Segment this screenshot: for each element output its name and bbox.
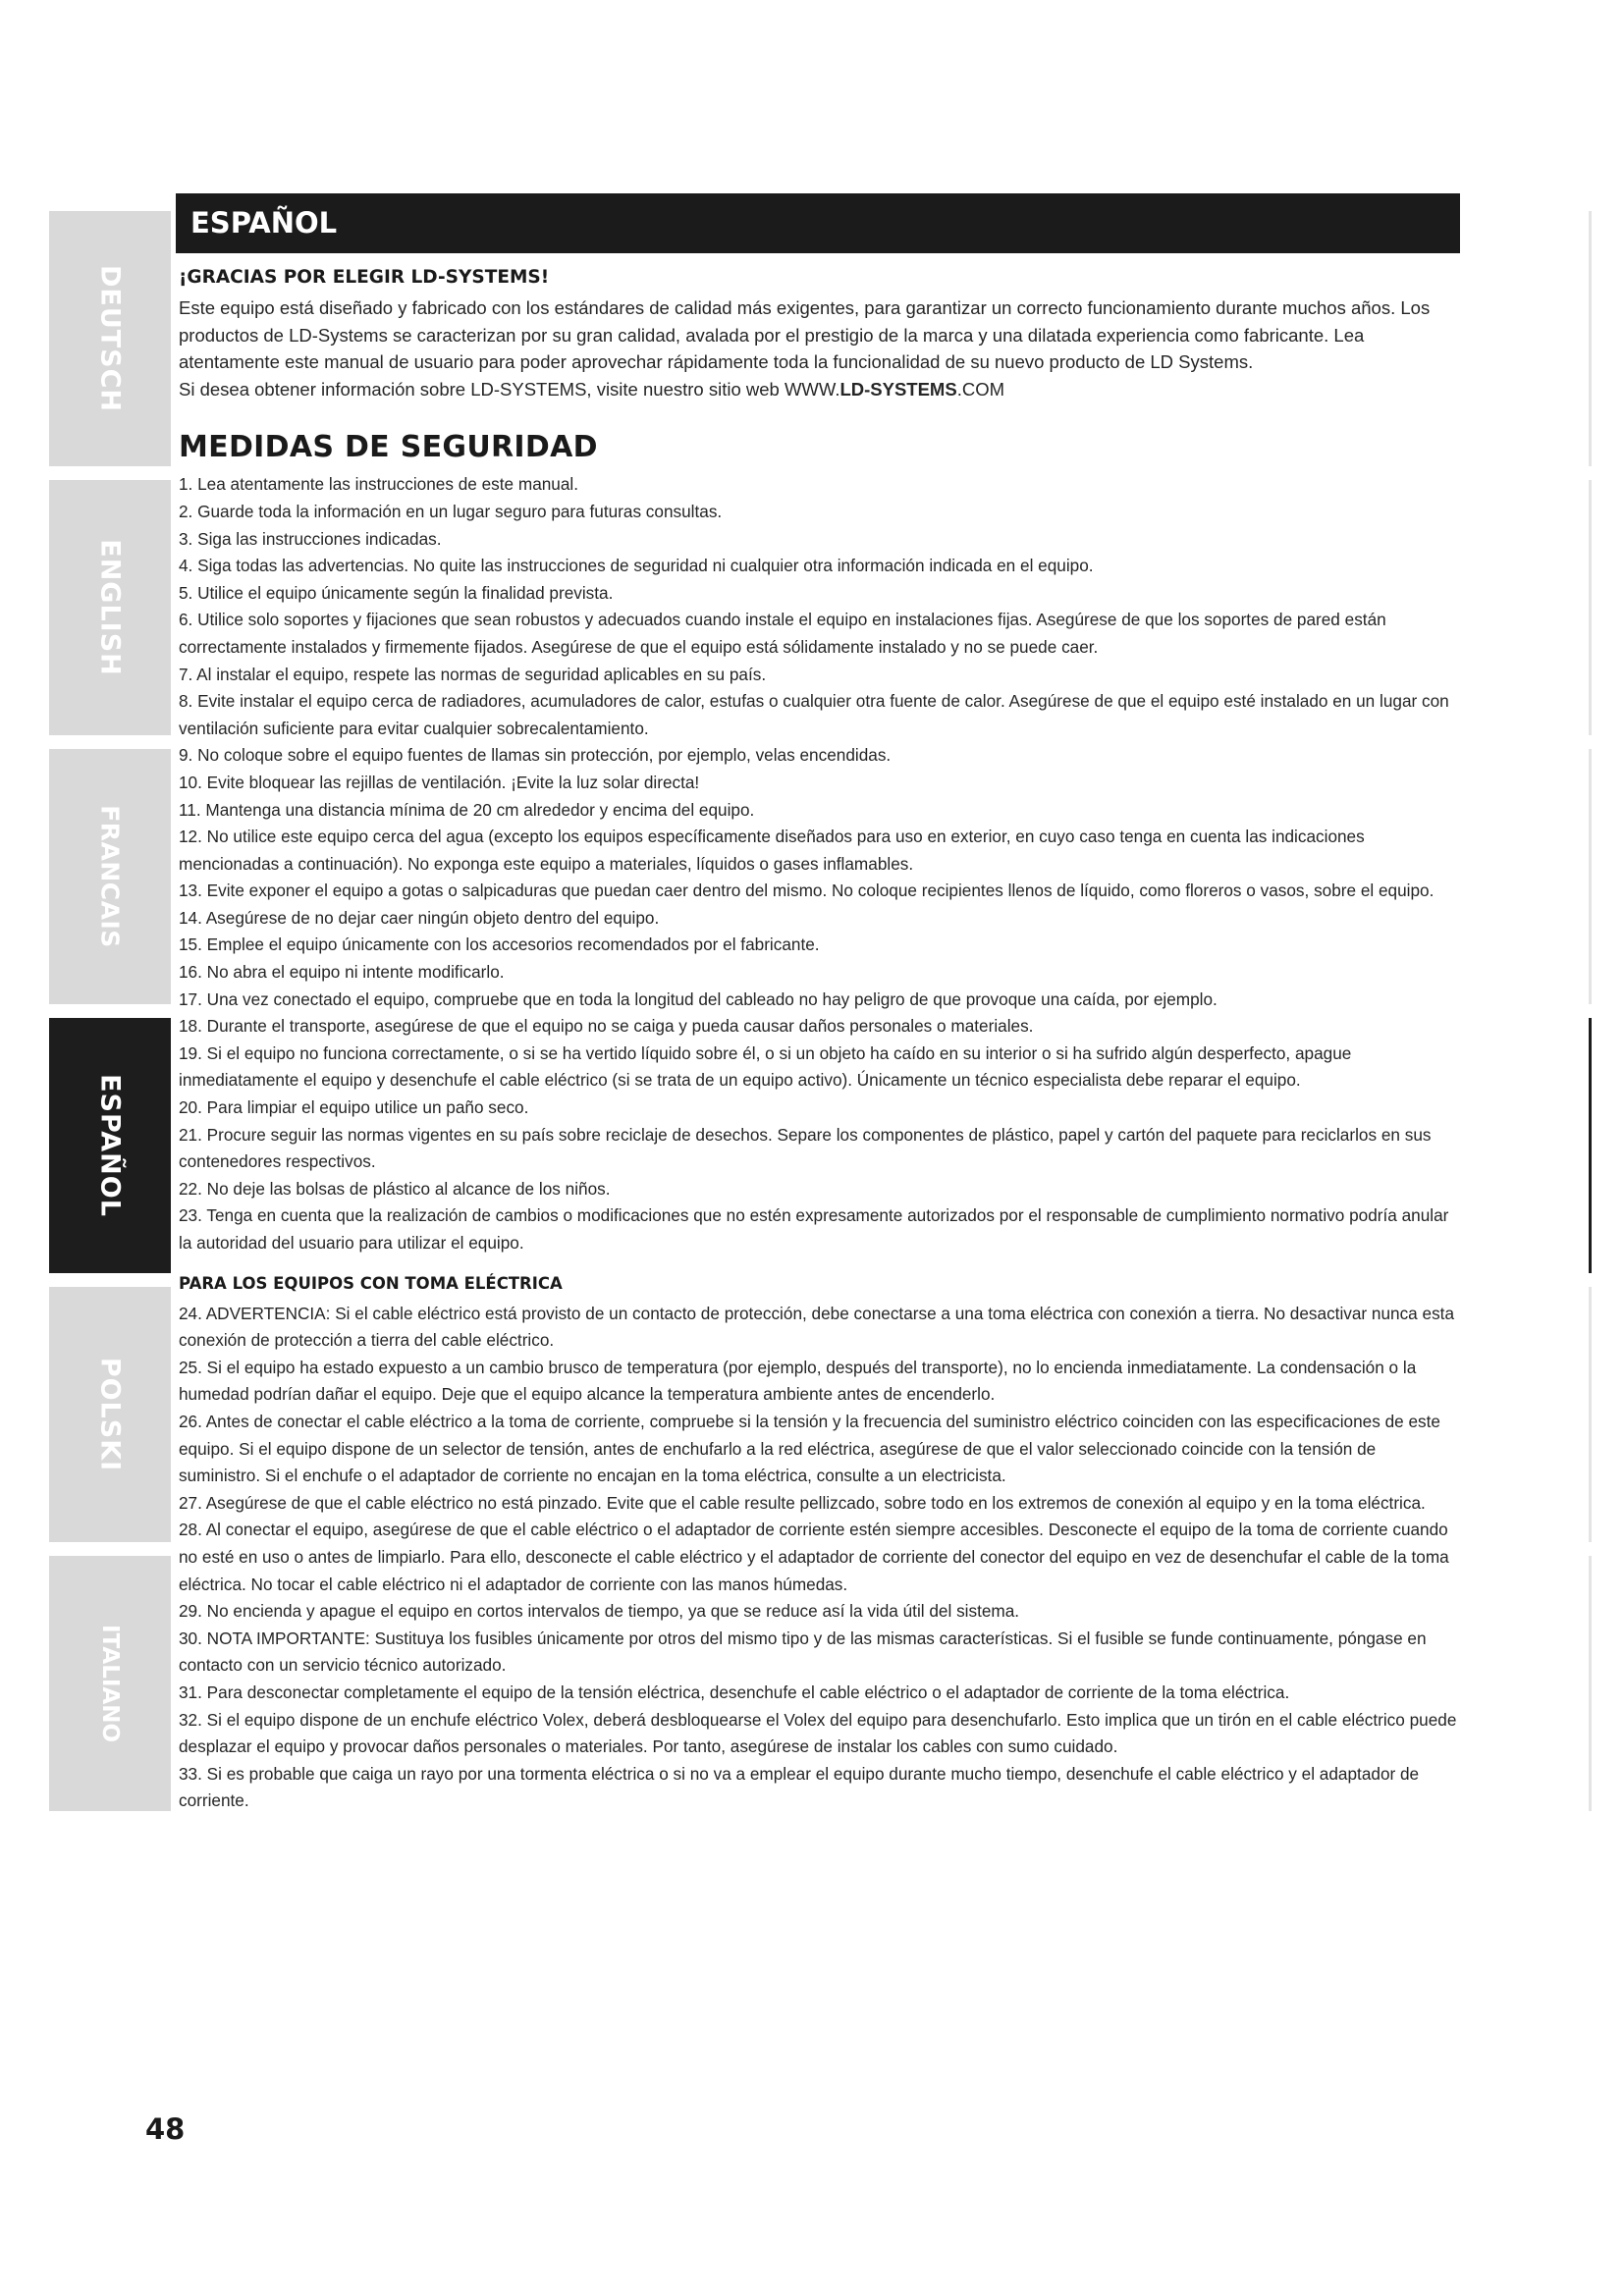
list-item: 1. Lea atentamente las instrucciones de este manual.	[179, 474, 579, 495]
language-banner: ESPAÑOL	[176, 193, 1460, 253]
intro-web-line	[179, 376, 1460, 403]
list-item: 9. No coloque sobre el equipo fuentes de llamas sin protección, por ejemplo, velas encendidas.	[179, 745, 892, 766]
page-number: 48	[145, 2112, 186, 2146]
list-item: 3. Siga las instrucciones indicadas.	[179, 528, 442, 549]
tab-polski-label: POLSKI	[94, 1357, 126, 1472]
website-suffix: .COM	[956, 378, 1004, 400]
list-item: 10. Evite bloquear las rejillas de ventilación. ¡Evite la luz solar directa!	[179, 772, 700, 792]
list-item: 22. No deje las bolsas de plástico al alcance de los niños.	[179, 1178, 611, 1199]
list-item: 7. Al instalar el equipo, respete las normas de seguridad aplicables en su país.	[179, 664, 767, 684]
edge-marker-francais	[1589, 749, 1592, 1004]
tab-italiano-label: ITALIANO	[97, 1624, 123, 1743]
list-item: 24. ADVERTENCIA: Si el cable eléctrico está provisto de un contacto de protección, debe conectarse a una toma eléctrica con conexión a tierra. No desactivar nunca esta conexión de protección a tierra del cable eléctrico.	[179, 1303, 1455, 1351]
tab-english-label: ENGLISH	[94, 539, 126, 676]
tab-polski[interactable]	[49, 1287, 171, 1542]
edge-marker-italiano	[1589, 1556, 1592, 1811]
edge-marker-deutsch	[1589, 211, 1592, 466]
list-item: 5. Utilice el equipo únicamente según la finalidad prevista.	[179, 582, 614, 603]
list-item: 29. No encienda y apague el equipo en cortos intervalos de tiempo, ya que se reduce así la vida útil del sistema.	[179, 1601, 1020, 1622]
tab-deutsch[interactable]	[49, 211, 171, 466]
list-item: 17. Una vez conectado el equipo, compruebe que en toda la longitud del cableado no hay peligro de que provoque una caída, por ejemplo.	[179, 988, 1218, 1009]
list-item: 13. Evite exponer el equipo a gotas o salpicaduras que puedan caer dentro del mismo. No coloque recipientes llenos de líquido, como floreros o vasos, sobre el equipo.	[179, 881, 1435, 901]
website-brand: LD-SYSTEMS	[839, 378, 957, 400]
tab-francais-label: FRANCAIS	[95, 805, 125, 948]
tab-francais[interactable]	[49, 749, 171, 1004]
tab-deutsch-label: DEUTSCH	[94, 264, 126, 413]
electrical-list	[179, 1301, 1460, 1815]
edge-marker-espanol	[1589, 1018, 1592, 1273]
list-item: 27. Asegúrese de que el cable eléctrico no está pinzado. Evite que el cable resulte pellizcado, sobre todo en los extremos de conexión al equipo y en la toma eléctrica.	[179, 1492, 1426, 1513]
list-item: 14. Asegúrese de no dejar caer ningún objeto dentro del equipo.	[179, 907, 660, 928]
list-item: 19. Si el equipo no funciona correctamente, o si se ha vertido líquido sobre él, o si un objeto ha caído en su interior o si ha sufrido algún desperfecto, apague inmediatamente el equipo y desenchufe el cable eléctrico (si se trata de un equipo activo). Únicamente un técnico especialista debe reparar el equipo.	[179, 1042, 1352, 1091]
list-item: 15. Emplee el equipo únicamente con los accesorios recomendados por el fabricante.	[179, 934, 820, 955]
tab-espanol-label: ESPAÑOL	[94, 1074, 126, 1217]
tab-english[interactable]	[49, 480, 171, 735]
list-item: 18. Durante el transporte, asegúrese de que el equipo no se caiga y pueda causar daños personales o materiales.	[179, 1016, 1034, 1037]
list-item: 20. Para limpiar el equipo utilice un paño seco.	[179, 1097, 529, 1118]
list-item: 12. No utilice este equipo cerca del agua (excepto los equipos específicamente diseñados para uso en exterior, en cuyo caso tenga en cuenta las indicaciones mencionadas a continuación). No exponga este equipo a materiales, líquidos o gases inflamables.	[179, 827, 1365, 874]
intro-heading: ¡GRACIAS POR ELEGIR LD-SYSTEMS!	[179, 267, 550, 288]
page-content	[179, 265, 1460, 1815]
list-item: 4. Siga todas las advertencias. No quite las instrucciones de seguridad ni cualquier otra información indicada en el equipo.	[179, 556, 1094, 576]
safety-title: MEDIDAS DE SEGURIDAD	[179, 430, 598, 465]
list-item: 32. Si el equipo dispone de un enchufe eléctrico Volex, deberá desbloquearse el Volex del equipo para desenchufarlo. Esto implica que un tirón en el cable eléctrico puede desplazar el equipo y provocar daños personales o materiales. Por tanto, asegúrese de instalar los cables con sumo cuidado.	[179, 1709, 1457, 1757]
intro-section	[179, 265, 1460, 402]
list-item: 21. Procure seguir las normas vigentes en su país sobre reciclaje de desechos. Separe los componentes de plástico, papel y cartón del paquete para reciclarlos en sus contenedores respectivos.	[179, 1124, 1432, 1172]
list-item: 33. Si es probable que caiga un rayo por una tormenta eléctrica o si no va a emplear el equipo durante mucho tiempo, desenchufe el cable eléctrico y el adaptador de corriente.	[179, 1763, 1420, 1811]
list-item: 8. Evite instalar el equipo cerca de radiadores, acumuladores de calor, estufas o cualquier otra fuente de calor. Asegúrese de que el equipo esté instalado en un lugar con ventilación suficiente para evitar cualquier sobrecalentamiento.	[179, 691, 1449, 738]
list-item: 30. NOTA IMPORTANTE: Sustituya los fusibles únicamente por otros del mismo tipo y de las mismas características. Si el fusible se funde continuamente, póngase en contacto con un servicio técnico autorizado.	[179, 1628, 1427, 1676]
list-item: 25. Si el equipo ha estado expuesto a un cambio brusco de temperatura (por ejemplo, después del transporte), no lo encienda inmediatamente. La condensación o la humedad podrían dañar el equipo. Deje que el equipo alcance la temperatura ambiente antes de encenderlo.	[179, 1357, 1417, 1405]
edge-marker-english	[1589, 480, 1592, 735]
list-item: 16. No abra el equipo ni intente modificarlo.	[179, 962, 505, 983]
intro-web-text: Si desea obtener información sobre LD-SYSTEMS, visite nuestro sitio web WWW.	[179, 378, 840, 400]
safety-list	[179, 471, 1460, 1256]
list-item: 2. Guarde toda la información en un lugar seguro para futuras consultas.	[179, 501, 723, 521]
list-item: 6. Utilice solo soportes y fijaciones que sean robustos y adecuados cuando instale el equipo en instalaciones fijas. Asegúrese de que los soportes de pared están correctamente instalados y firmemente fijados. Asegúrese de que el equipo está sólidamente instalado y no se puede caer.	[179, 610, 1386, 657]
electrical-heading: PARA LOS EQUIPOS CON TOMA ELÉCTRICA	[179, 1273, 563, 1293]
tab-italiano[interactable]	[49, 1556, 171, 1811]
list-item: 31. Para desconectar completamente el equipo de la tensión eléctrica, desenchufe el cable eléctrico o el adaptador de corriente de la toma eléctrica.	[179, 1682, 1290, 1702]
tab-espanol[interactable]	[49, 1018, 171, 1273]
list-item: 23. Tenga en cuenta que la realización de cambios o modificaciones que no estén expresamente autorizados por el responsable de cumplimiento normativo podría anular la autoridad del usuario para utilizar el equipo.	[179, 1205, 1449, 1253]
list-item: 26. Antes de conectar el cable eléctrico a la toma de corriente, compruebe si la tensión y la frecuencia del suministro eléctrico coinciden con las especificaciones de este equipo. Si el equipo dispone de un selector de tensión, antes de enchufarlo a la red eléctrica, asegúrese de que el valor seleccionado coincide con la tensión de suministro. Si el enchufe o el adaptador de corriente no encajan en la toma eléctrica, consulte a un electricista.	[179, 1411, 1440, 1486]
intro-body: Este equipo está diseñado y fabricado con los estándares de calidad más exigentes, para garantizar un correcto funcionamiento durante muchos años. Los productos de LD-Systems se caracterizan por su gran calidad, avalada por el prestigio de la marca y una dilatada experiencia como fabricante. Lea atentamente este manual de usuario para poder aprovechar rápidamente toda la funcionalidad de su nuevo producto de LD Systems.	[179, 297, 1431, 373]
list-item: 28. Al conectar el equipo, asegúrese de que el cable eléctrico o el adaptador de corriente estén siempre accesibles. Desconecte el equipo de la toma de corriente cuando no esté en uso o antes de limpiarlo. Para ello, desconecte el cable eléctrico y el adaptador de corriente del conector del equipo en vez de desenchufar el cable de la toma eléctrica. No tocar el cable eléctrico ni el adaptador de corriente con las manos húmedas.	[179, 1520, 1449, 1594]
list-item: 11. Mantenga una distancia mínima de 20 cm alrededor y encima del equipo.	[179, 799, 755, 820]
edge-marker-polski	[1589, 1287, 1592, 1542]
